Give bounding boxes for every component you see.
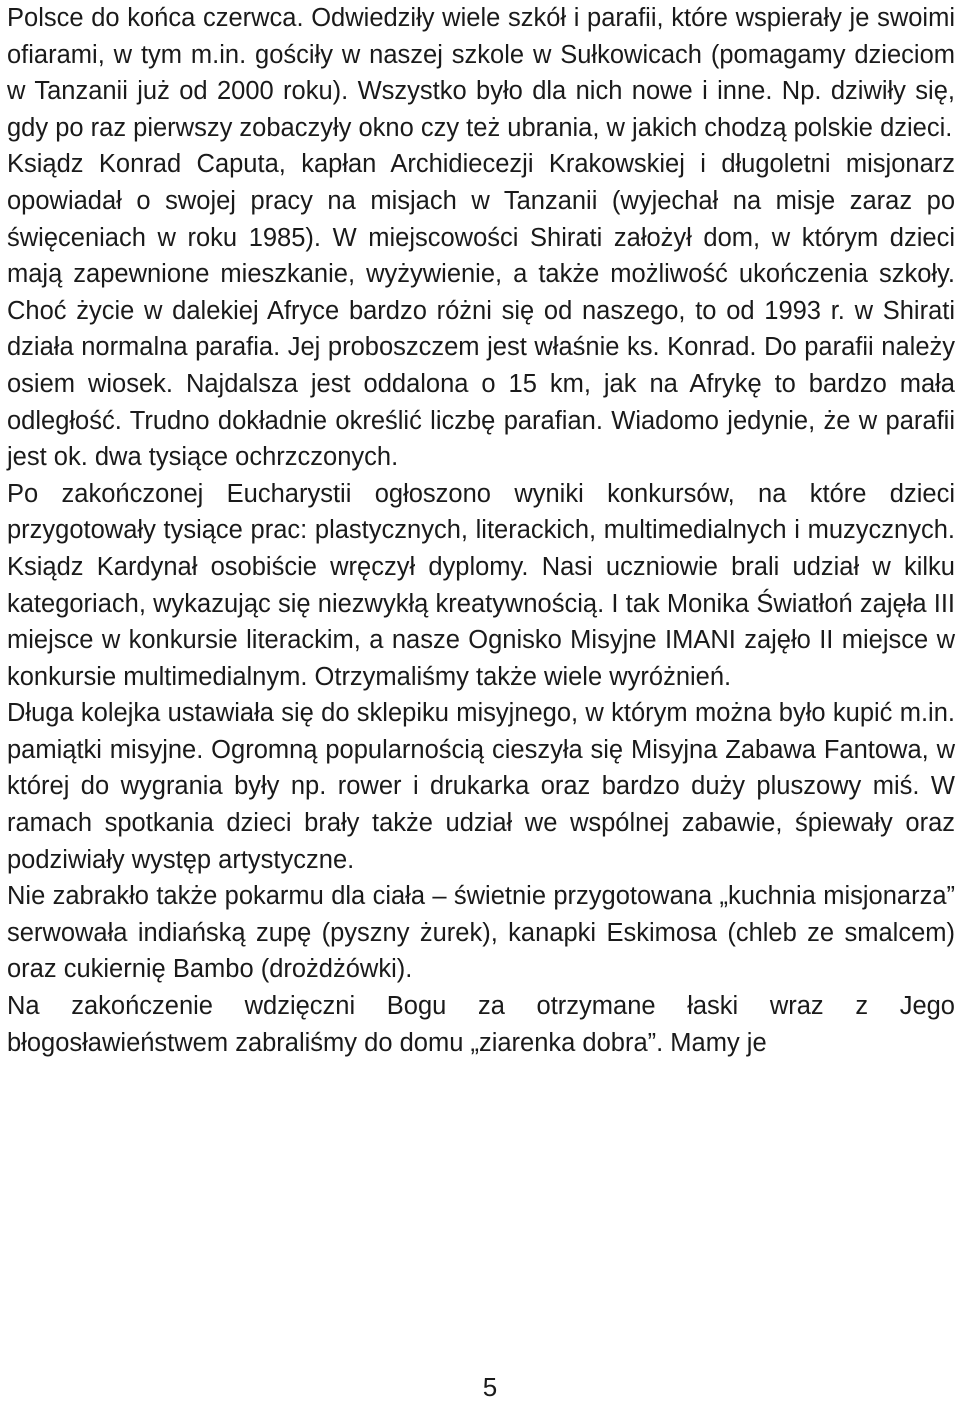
paragraph-5: Nie zabrakło także pokarmu dla ciała – świetnie przygotowana „kuchnia misjonarza” serwowała indiańską zupę (pyszny żurek), kanapki Eskimosa (chleb ze smalcem) oraz cukiernię Bambo (drożdżówki). [7, 882, 955, 984]
paragraph-1: Polsce do końca czerwca. Odwiedziły wiele szkół i parafii, które wspierały je swoimi ofiarami, w tym m.in. gościły w naszej szkole w Sułkowicach (pomagamy dzieciom w Tanzanii już od 2000 roku). Wszystko było dla nich nowe i inne. Np. dziwiły się, gdy po raz pierwszy zobaczyły okno czy też ubrania, w jakich chodzą polskie dzieci. [7, 4, 955, 142]
page-number: 5 [482, 1372, 498, 1402]
paragraph-6: Na zakończenie wdzięczni Bogu za otrzymane łaski wraz z Jego błogosławieństwem zabraliśmy do domu „ziarenka dobra”. Mamy je [7, 992, 955, 1057]
paragraph-4: Długa kolejka ustawiała się do sklepiku misyjnego, w którym można było kupić m.in. pamiątki misyjne. Ogromną popularnością cieszyła się Misyjna Zabawa Fantowa, w której do wygrania były np. rower i drukarka oraz bardzo duży pluszowy miś. W ramach spotkania dzieci brały także udział we wspólnej zabawie, śpiewały oraz podziwiały występ artystyczne. [7, 699, 955, 874]
paragraph-3: Po zakończonej Eucharystii ogłoszono wyniki konkursów, na które dzieci przygotowały tysiące prac: plastycznych, literackich, multimedialnych i muzycznych. Ksiądz Kardynał osobiście wręczył dyplomy. Nasi uczniowie brali udział w kilku kategoriach, wykazując się niezwykłą kreatywnością. I tak Monika Światłoń zajęła III miejsce w konkursie literackim, a nasze Ognisko Misyjne IMANI zajęło II miejsce w konkursie multimedialnym. Otrzymaliśmy także wiele wyróżnień. [7, 479, 955, 691]
document-page [7, 0, 955, 1061]
paragraph-2: Ksiądz Konrad Caputa, kapłan Archidiecezji Krakowskiej i długoletni misjonarz opowiadał o swojej pracy na misjach w Tanzanii (wyjechał na misje zaraz po święceniach w roku 1985). W miejscowości Shirati założył dom, w którym dzieci mają zapewnione mieszkanie, wyżywienie, a także możliwość ukończenia szkoły. Choć życie w dalekiej Afryce bardzo różni się od naszego, to od 1993 r. w Shirati działa normalna parafia. Jej proboszczem jest właśnie ks. Konrad. Do parafii należy osiem wiosek. Najdalsza jest oddalona o 15 km, jak na Afrykę to bardzo mała odległość. Trudno dokładnie określić liczbę parafian. Wiadomo jedynie, że w parafii jest ok. dwa tysiące ochrzczonych. [7, 150, 955, 472]
